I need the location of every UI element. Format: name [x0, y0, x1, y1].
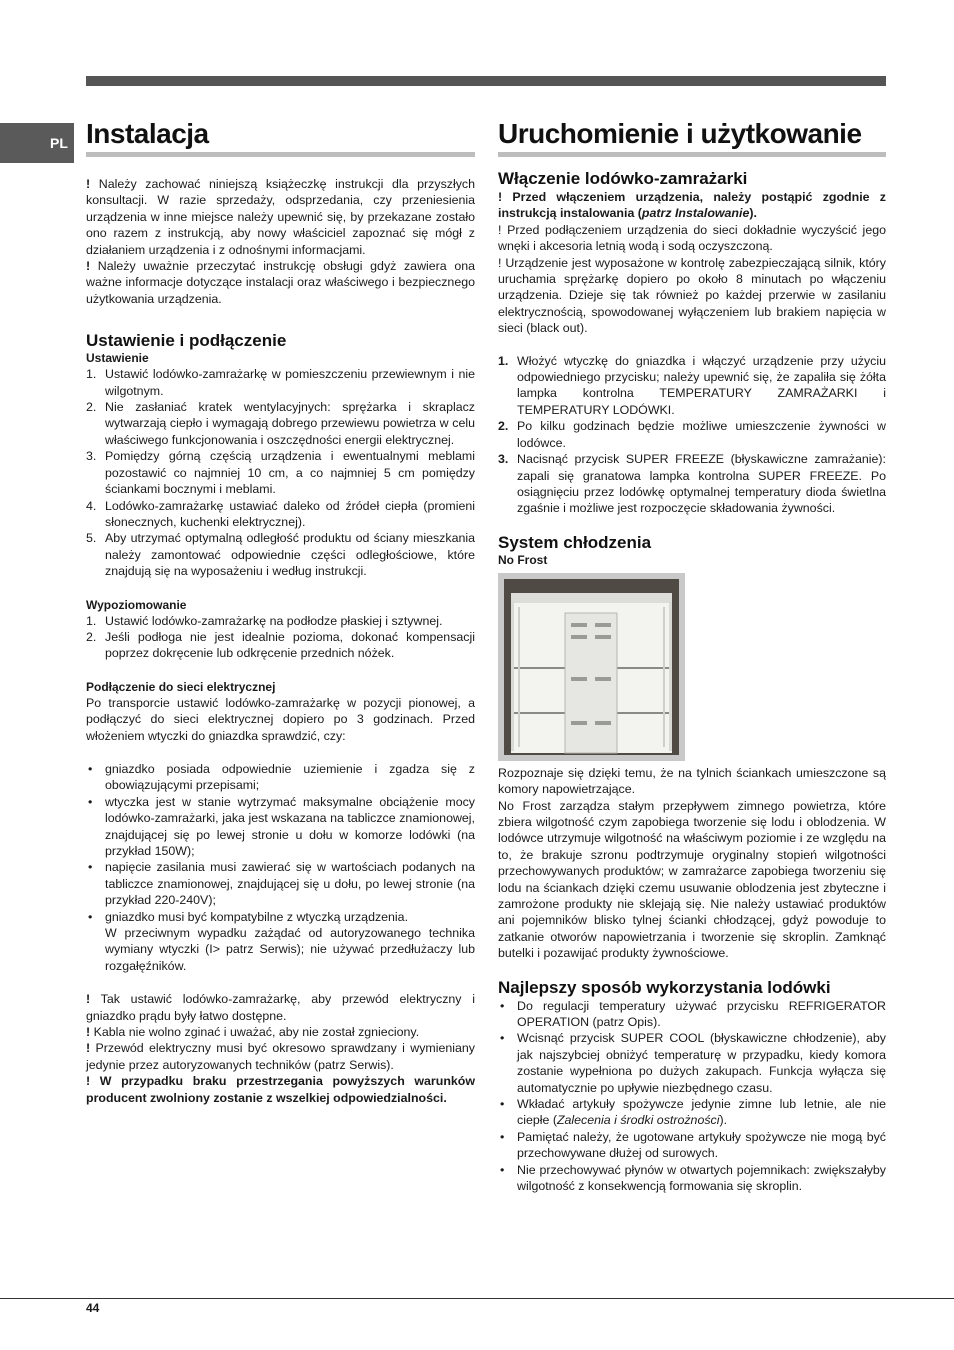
list-item: [86, 613, 475, 629]
list-item-text: napięcie zasilania musi zawierać się w wartościach podanych na tabliczce znamionowej, znajdującej się u dołu, po lewej stronie (na przykład 220-240V);: [105, 860, 475, 908]
heading-najlepszy-sposob: Najlepszy sposób wykorzystania lodówki: [498, 977, 831, 997]
page-number: 44: [86, 1301, 100, 1315]
warning-mark: !: [86, 1025, 91, 1040]
subheading-podlaczenie: Podłączenie do sieci elektrycznej: [86, 679, 276, 694]
list-item: [498, 418, 886, 451]
list-item-text: Lodówko-zamrażarkę ustawiać daleko od źródeł ciepła (promieni słonecznych, kuchenki elektrycznej).: [105, 498, 475, 529]
heading-wlaczenie: Włączenie lodówko-zamrażarki: [498, 169, 748, 188]
list-item: [86, 530, 475, 579]
fridge-interior-drawing: [498, 573, 685, 761]
list-item-text: gniazdko posiada odpowiednie uziemienie i zgadza się z obowiązującymi przepisami;: [105, 761, 475, 793]
list-number: 2.: [86, 400, 97, 415]
list-item-text: wtyczka jest w stanie wytrzymać maksymalne obciążenie mocy lodówko-zamrażarki, jaka jest wskazana na tabliczce znamionowej, znajdującej się po lewej stronie u dołu w komorze lodówki (na przykład 150W);: [105, 794, 475, 858]
heading-system-chlodzenia: System chłodzenia: [498, 532, 652, 552]
final-warning: ! W przypadku braku przestrzegania powyższych warunków producent zwolniony zostanie z wszelkiej odpowiedzialności.: [86, 1074, 475, 1105]
warnings: [86, 991, 475, 1073]
intro-note-text: Należy uważnie przeczytać instrukcję obsługi gdyż zawiera ona ważne informacje dotyczące instalacji oraz właściwego i bezpiecznego użytkowania urządzenia.: [86, 259, 475, 306]
list-item-text: Nie przechowywać płynów w otwartych pojemnikach: zwiększałyby wilgotność z konsekwencją formowania się skroplin.: [517, 1162, 886, 1194]
intro-note: [86, 176, 475, 258]
list-item: [498, 353, 886, 419]
warning-note: [86, 991, 475, 1024]
list-item: [498, 1162, 886, 1195]
list-number: 1.: [498, 353, 509, 368]
intro-note-text: Należy zachować niniejszą książeczkę instrukcji dla przyszłych konsultacji. W razie sprzedaży, odsprzedania, czy przeniesienia urządzenia w inne miejsce należy upewnić się, by przekazane zostało ono razem z instrukcją, aby nowy właściciel zapoznać się mógł z działaniem urządzenia i z odnośnymi informacjami.: [86, 177, 475, 257]
list-item-text: Aby utrzymać optymalną odległość produktu od ściany mieszkania należy zamontować odpowiednie części odległościowe, które znajdują się na wyposażeniu i według instrukcji.: [105, 531, 475, 579]
list-item-after: ).: [719, 1113, 728, 1128]
wlaczenie-cleaning: ! Przed podłączeniem urządzenia do sieci dokładnie wyczyścić jego wnęki i akcesoria letnią wodą i sodą oczyszczoną.: [498, 222, 886, 254]
section-title-instalacja: Instalacja: [86, 118, 475, 157]
footer-rule: [0, 1298, 954, 1299]
list-item-text: Ustawić lodówko-zamrażarkę w pomieszczeniu przewiewnym i nie wilgotnym.: [105, 367, 475, 398]
right-column: [498, 118, 886, 1194]
warning-mark: !: [86, 259, 91, 274]
heading-ustawienie-i-podlaczenie: Ustawienie i podłączenie: [86, 331, 287, 351]
list-item: [498, 1129, 886, 1162]
list-item: [498, 1096, 886, 1129]
subheading-ustawienie: Ustawienie: [86, 351, 149, 366]
left-column: [86, 118, 475, 1106]
list-number: 4.: [86, 498, 97, 513]
list-item: [498, 998, 886, 1031]
list-item: [86, 909, 475, 925]
bullet-icon: •: [500, 998, 505, 1013]
list-item-text: Ustawić lodówko-zamrażarkę na podłodze płaskiej i sztywnej.: [105, 613, 443, 628]
warning-note: [86, 1040, 475, 1073]
fridge-interior-image: [498, 573, 685, 761]
bullet-icon: •: [500, 1097, 505, 1112]
warning-note: [86, 1024, 475, 1040]
warning-text: Przewód elektryczny musi być okresowo sprawdzany i wymieniany jedynie przez autoryzowanych techników (patrz Serwis).: [86, 1041, 475, 1072]
list-steps: [498, 353, 886, 517]
subheading-wypoziomowanie: Wypoziomowanie: [86, 597, 187, 612]
warning-mark: !: [86, 177, 91, 191]
list-checks: [86, 761, 475, 925]
bullet-icon: •: [500, 1129, 505, 1144]
list-item: [498, 451, 886, 517]
warning-mark: !: [86, 1041, 91, 1056]
list-item: [86, 761, 475, 794]
list-number: 1.: [86, 367, 97, 382]
checks-note: W przeciwnym wypadku zażądać od autoryzowanego technika wymiany wtyczki (I> patrz Serwis); nie używać przedłużaczy lub rozgałęźników.: [105, 926, 475, 973]
list-number: 1.: [86, 613, 97, 628]
wlaczenie-motor: ! Urządzenie jest wyposażone w kontrolę zabezpieczającą silnik, który uruchamia sprężarkę dopiero po około 8 minutach po włączeniu urządzenia. Dzieje się tak również po każdej przerwie w zasilaniu elektrycznością, spowodowanej wyłączeniem lub brakiem napięcia w sieci (black out).: [498, 255, 886, 336]
list-item-text: Pomiędzy górną częścią urządzenia i ewentualnymi meblami pozostawić co najmniej 10 cm, a co najmniej 5 cm pomiędzy ściankami bocznymi i meblami.: [105, 449, 475, 497]
warning-text: Kabla nie wolno zginać i uważać, aby nie został zgnieciony.: [90, 1025, 420, 1040]
list-number: 5.: [86, 531, 97, 546]
section-title-uruchomienie: Uruchomienie i użytkowanie: [498, 118, 886, 157]
list-number: 3.: [86, 449, 97, 464]
top-rule: [86, 76, 886, 86]
list-item-text: gniazdko musi być kompatybilne z wtyczką urządzenia.: [105, 909, 409, 924]
list-item: [86, 399, 475, 448]
list-item-text: Pamiętać należy, że ugotowane artykuły spożywcze nie mogą być przechowywane dłużej od surowych.: [517, 1129, 886, 1161]
bullet-icon: •: [88, 761, 93, 776]
list-item: [86, 859, 475, 908]
intro-notes: [86, 176, 475, 307]
list-item-text: Włożyć wtyczkę do gniazdka i włączyć urządzenie przy użyciu odpowiedniego przycisku; należy upewnić się, że zapaliła się żółta lampka kontrolna TEMPERATURY ZAMRAŻARKI i TEMPERATURY LODÓWKI.: [517, 353, 886, 417]
list-number: 3.: [498, 452, 509, 467]
list-item-text: Nie zasłaniać kratek wentylacyjnych: sprężarka i skraplacz wytwarzają ciepło i wymagają dobrego przewiewu powietrza w celu właściwego funkcjonowania i oszczędności energii elektrycznej.: [105, 400, 475, 447]
wlaczenie-warning: ! Przed włączeniem urządzenia, należy postąpić zgodnie z instrukcją instalowania (patrz Instalowanie).: [498, 190, 886, 221]
list-item-text: Wkładać artykuły spożywcze jedynie zimne lub letnie, ale nie ciepłe (: [517, 1097, 886, 1128]
language-tab: PL: [0, 123, 74, 163]
list-item: [86, 794, 475, 860]
list-wypoziomowanie: [86, 613, 475, 662]
bullet-icon: •: [88, 794, 93, 809]
list-item: [86, 629, 475, 662]
intro-note: [86, 258, 475, 307]
warning-text: Tak ustawić lodówko-zamrażarkę, aby przewód elektryczny i gniazdko prądu były łatwo dostępne.: [86, 992, 475, 1023]
bullet-icon: •: [88, 909, 93, 924]
bullet-icon: •: [500, 1031, 505, 1046]
list-ustawienie: [86, 366, 475, 579]
podlaczenie-intro: Po transporcie ustawić lodówko-zamrażarkę w pozycji pionowej, a podłączyć do sieci elektrycznej dopiero po 3 godzinach. Przed włożeniem wtyczki do gniazdka sprawdzić, czy:: [86, 695, 475, 743]
subheading-no-frost: No Frost: [498, 552, 548, 567]
list-item-text: Nacisnąć przycisk SUPER FREEZE (błyskawiczne zamrażanie): zapali się granatowa lampka kontrolna SUPER FREEZE. Po osiągnięciu przez lodówkę optymalnej temperatury dioda świetlna zgaśnie i możliwe jest rozpoczęcie składowania żywności.: [517, 452, 886, 516]
no-frost-description-2: No Frost zarządza stałym przepływem zimnego powietrza, które zbiera wilgotność czym zapobiega tworzenie się lodu i oblodzenia. W lodówce utrzymuje wilgotność na właściwym poziomie i ze względu na to, że brakuje szronu podtrzymuje oryginalny stopień wilgotności przechowywanych produktów; w zamrażarce zapobiega tworzeniu się lodu na ściankach dzięki czemu usuwanie oblodzenia jest zbyteczne i zamrożone produkty nie sklejają się. Nie należy ustawiać produktów ani pojemników blisko tylnej ścianki chłodzącej, gdyż powoduje to zatkanie otworów napowietrzania i tworzenie się skroplin. Zamknąć butelki i pozawijać produkty żywnościowe.: [498, 798, 886, 961]
list-item: [86, 448, 475, 497]
list-number: 2.: [86, 629, 97, 644]
list-item-italic: Zalecenia i środki ostrożności: [556, 1113, 720, 1128]
list-item-text: Po kilku godzinach będzie możliwe umieszczenie żywności w lodówce.: [517, 419, 886, 450]
list-item: [86, 366, 475, 399]
bullet-icon: •: [500, 1162, 505, 1177]
list-item-text: Wcisnąć przycisk SUPER COOL (błyskawiczne chłodzenie), aby jak najszybciej obniżyć temperaturę w przypadku, kiedy komora zostanie wypełniona po dużych zakupach. Funkcja wyłącza się automatycznie po upływie niezbędnego czasu.: [517, 1031, 886, 1095]
no-frost-description-1: Rozpoznaje się dzięki temu, że na tylnich ściankach umieszczone są komory napowietrzające.: [498, 765, 886, 797]
list-item: [86, 498, 475, 531]
list-tips: [498, 998, 886, 1195]
list-item-text: Jeśli podłoga nie jest idealnie pozioma, dokonać kompensacji poprzez dokręcenie lub odkręcenie przednich nóżek.: [105, 629, 475, 661]
list-item: [498, 1030, 886, 1096]
list-number: 2.: [498, 419, 509, 434]
warning-mark: !: [86, 992, 91, 1007]
bullet-icon: •: [88, 860, 93, 875]
list-item-text: Do regulacji temperatury używać przycisku REFRIGERATOR OPERATION (patrz Opis).: [517, 998, 886, 1029]
